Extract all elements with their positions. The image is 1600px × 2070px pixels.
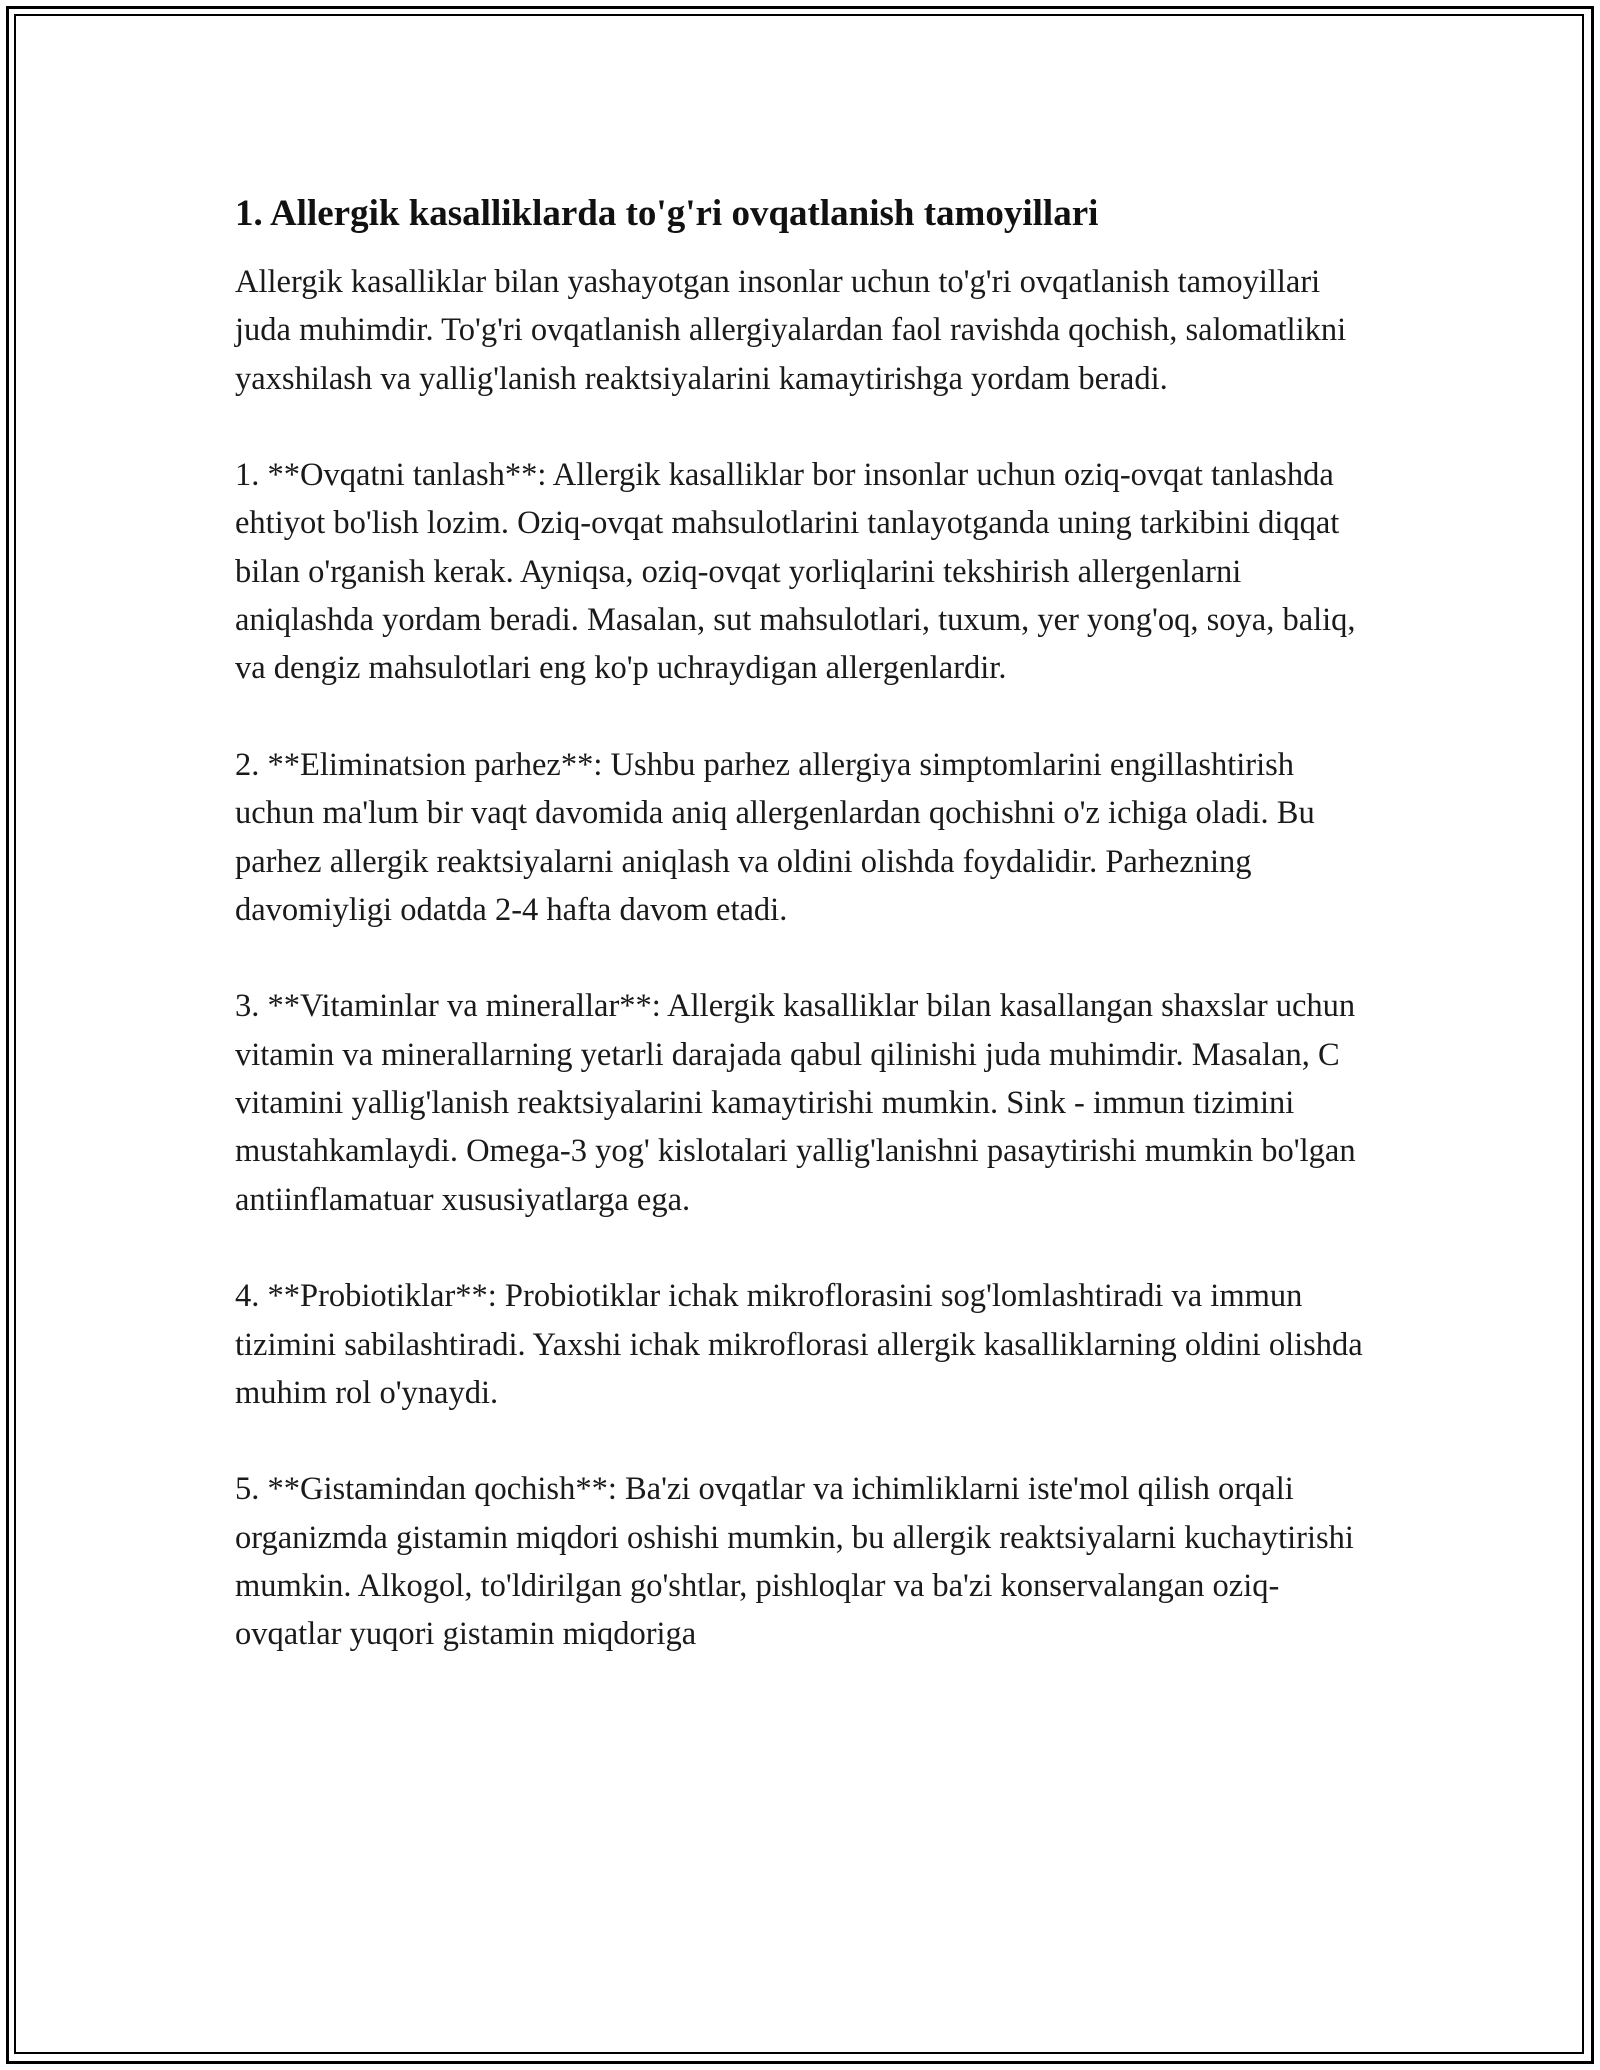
- intro-paragraph: Allergik kasalliklar bilan yashayotgan insonlar uchun to'g'ri ovqatlanish tamoyillari juda muhimdir. To'g'ri ovqatlanish allergiyalardan faol ravishda qochish, salomatlikni yaxshilash va yallig'lanish reaktsiyalarini kamaytirishga yordam beradi.: [235, 264, 1347, 397]
- document-body: [235, 188, 1375, 1707]
- paragraph-elimination-diet: 2. **Eliminatsion parhez**: Ushbu parhez allergiya simptomlarini engillashtirish uchun ma'lum bir vaqt davomida aniq allergenlardan qochishni o'z ichiga oladi. Bu parhez allergik reaktsiyalarni aniqlash va oldini olishda foydalidir. Parhezning davomiyligi odatda 2-4 hafta davom etadi.: [235, 746, 1315, 928]
- paragraph-food-selection: 1. **Ovqatni tanlash**: Allergik kasalliklar bor insonlar uchun oziq-ovqat tanlashda ehtiyot bo'lish lozim. Oziq-ovqat mahsulotlarini tanlayotganda uning tarkibini diqqat bilan o'rganish kerak. Ayniqsa, oziq-ovqat yorliqlarini tekshirish allergenlarni aniqlashda yordam beradi. Masalan, sut mahsulotlari, tuxum, yer yong'oq, soya, baliq, va dengiz mahsulotlari eng ko'p uchraydigan allergenlardir.: [235, 457, 1356, 687]
- paragraph-probiotics: 4. **Probiotiklar**: Probiotiklar ichak mikroflorasini sog'lomlashtiradi va immun tizimini sabilashtiradi. Yaxshi ichak mikroflorasi allergik kasalliklarning oldini olishda muhim rol o'ynaydi.: [235, 1278, 1363, 1411]
- paragraph-vitamins-minerals: 3. **Vitaminlar va minerallar**: Allergik kasalliklar bilan kasallangan shaxslar uchun vitamin va minerallarning yetarli darajada qabul qilinishi juda muhimdir. Masalan, C vitamini yallig'lanish reaktsiyalarini kamaytirishi mumkin. Sink - immun tizimini mustahkamlaydi. Omega-3 yog' kislotalari yallig'lanishni pasaytirishi mumkin bo'lgan antiinflamatuar xususiyatlarga ega.: [235, 988, 1356, 1218]
- paragraph-histamine-avoidance: 5. **Gistamindan qochish**: Ba'zi ovqatlar va ichimliklarni iste'mol qilish orqali organizmda gistamin miqdori oshishi mumkin, bu allergik reaktsiyalarni kuchaytirishi mumkin. Alkogol, to'ldirilgan go'shtlar, pishloqlar va ba'zi konservalangan oziq-ovqatlar yuqori gistamin miqdoriga: [235, 1471, 1354, 1653]
- document-title: 1. Allergik kasalliklarda to'g'ri ovqatlanish tamoyillari: [235, 193, 1099, 234]
